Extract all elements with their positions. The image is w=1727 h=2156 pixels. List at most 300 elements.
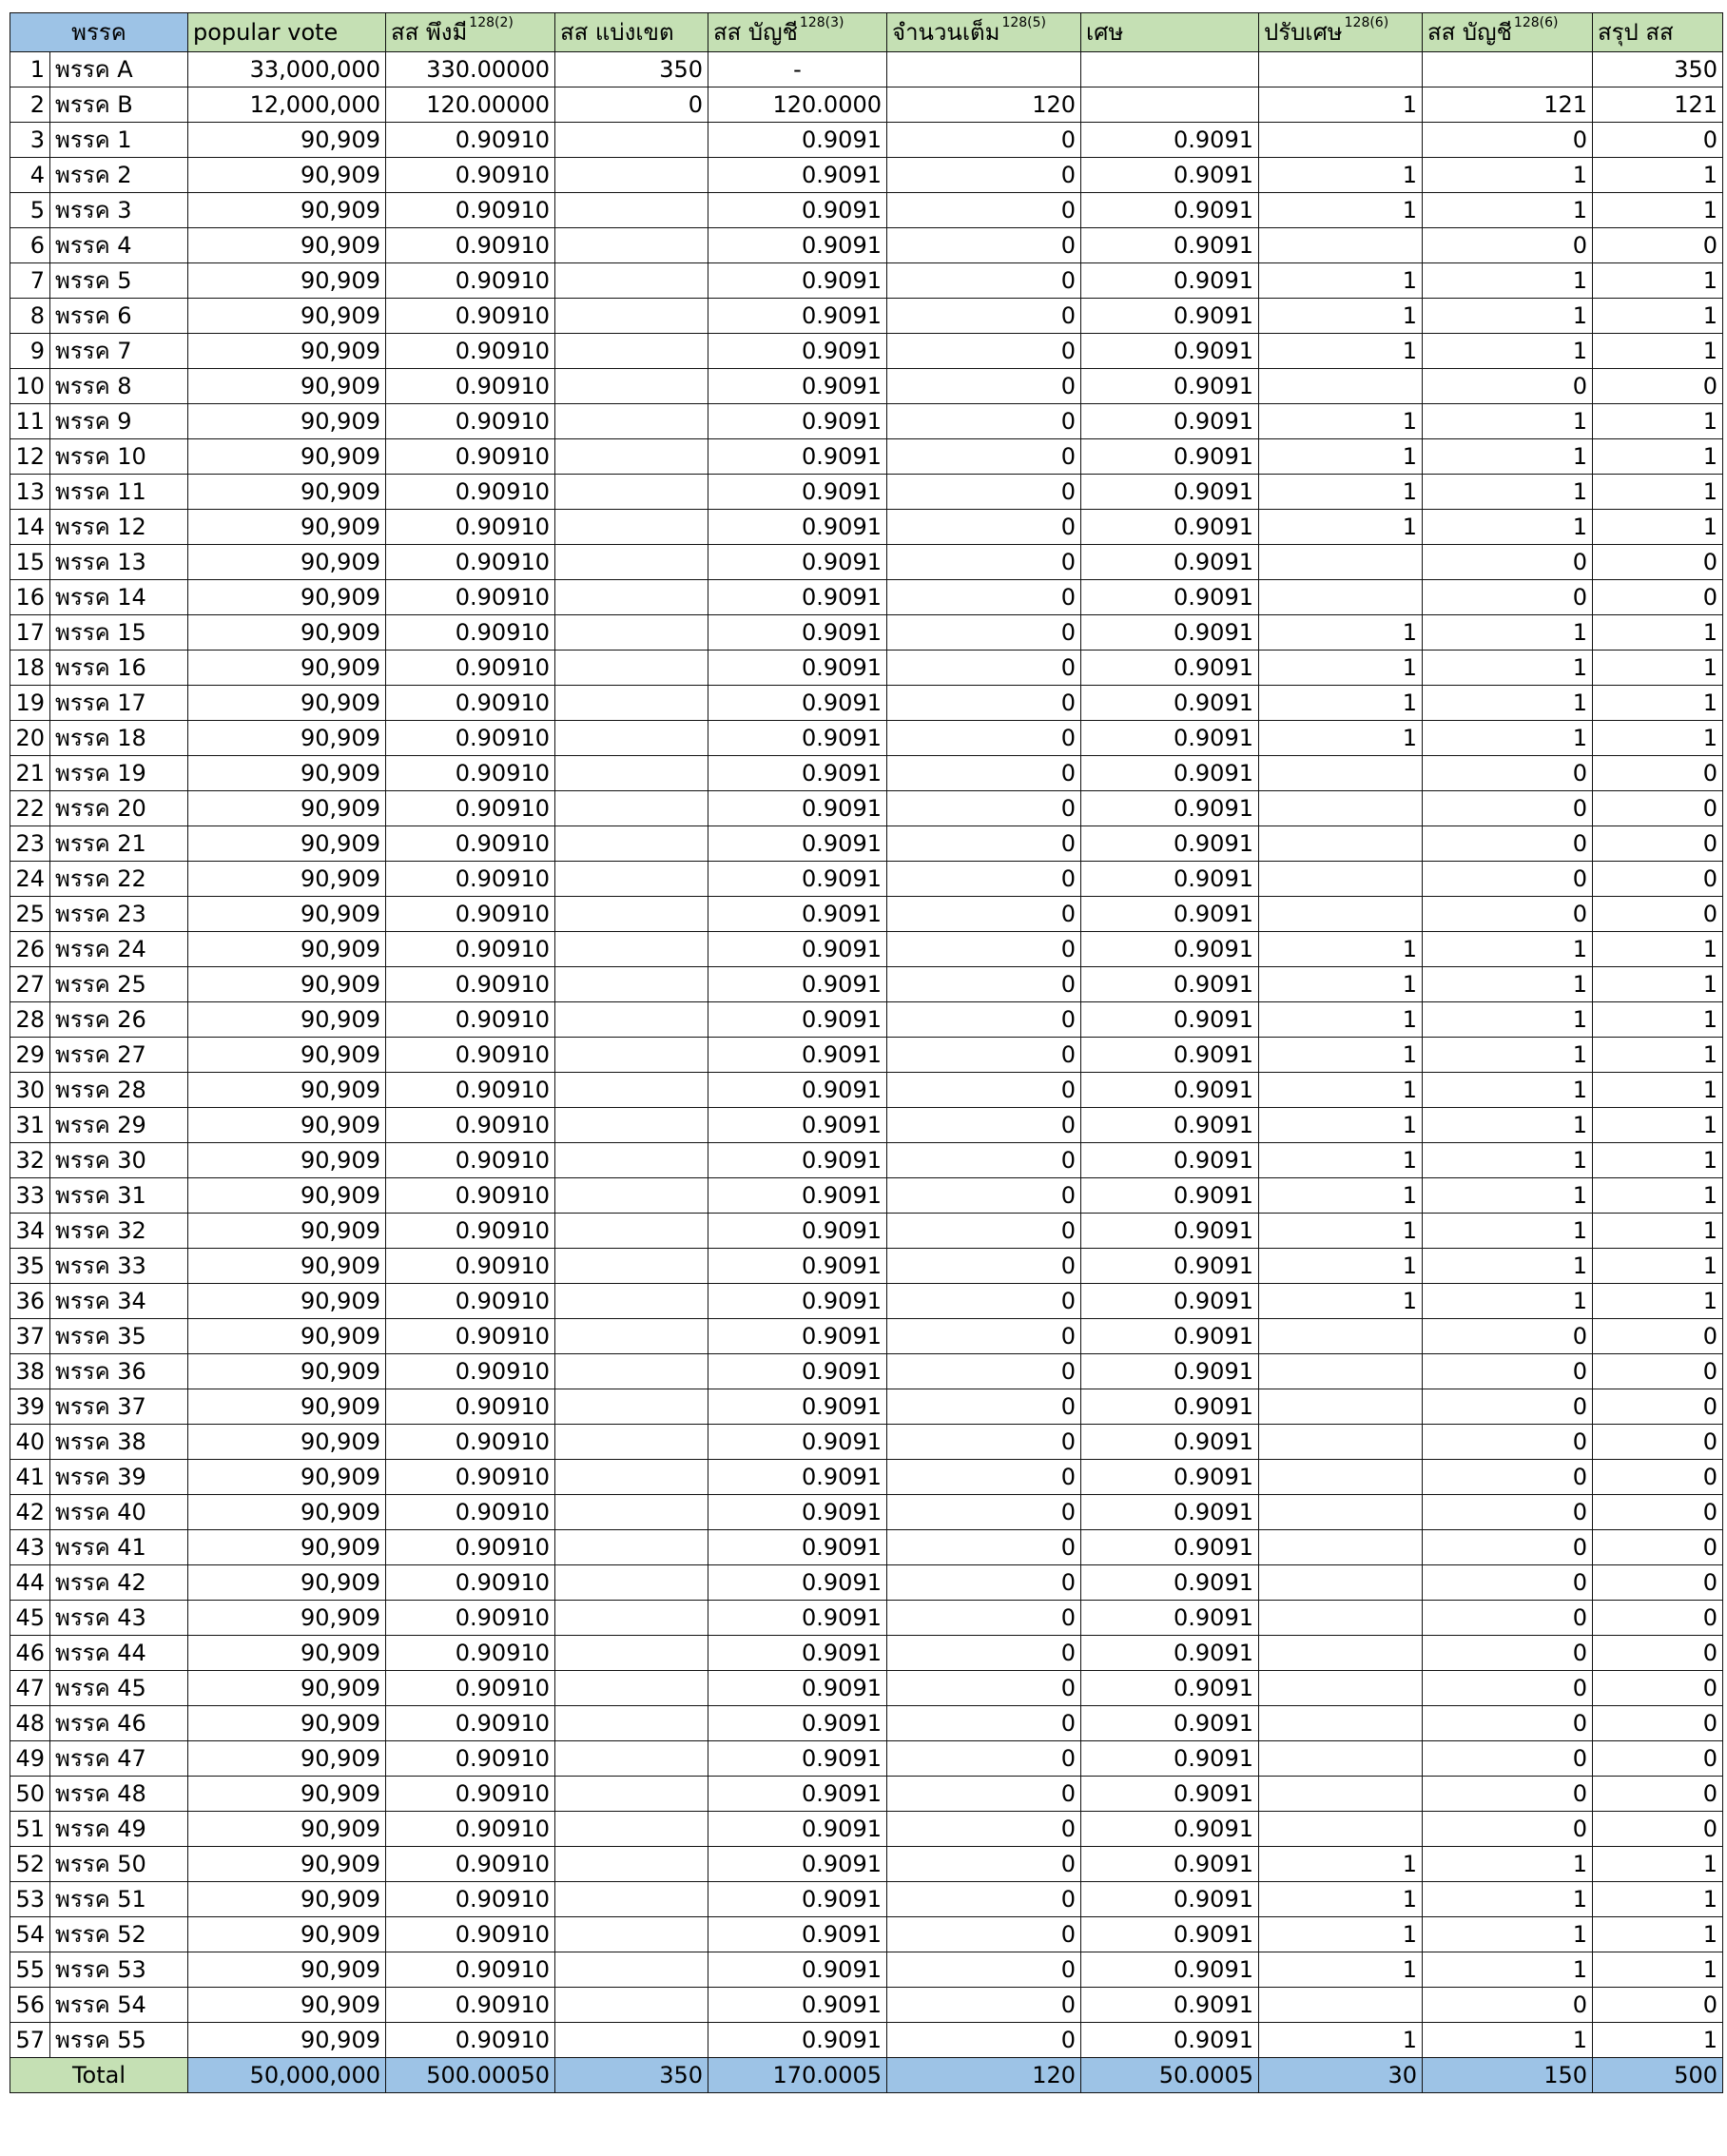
full-number-cell[interactable]: 0	[887, 1882, 1081, 1917]
adjust-remainder-cell[interactable]: 1	[1259, 510, 1423, 545]
full-number-cell[interactable]: 0	[887, 721, 1081, 756]
mp-district-cell[interactable]	[555, 193, 708, 228]
total-mp-cell[interactable]: 0	[1593, 1812, 1723, 1847]
mp-district-cell[interactable]	[555, 1988, 708, 2023]
total-mp-cell[interactable]: 350	[1593, 52, 1723, 87]
mp-list-final-cell[interactable]: 1	[1423, 1214, 1593, 1249]
mp-entitled-cell[interactable]: 0.90910	[386, 263, 555, 299]
adjust-remainder-cell[interactable]: 1	[1259, 299, 1423, 334]
party-name[interactable]: พรรค 22	[50, 862, 188, 897]
total-mp-cell[interactable]: 0	[1593, 897, 1723, 932]
mp-entitled-cell[interactable]: 0.90910	[386, 1601, 555, 1636]
adjust-remainder-cell[interactable]: 1	[1259, 686, 1423, 721]
party-name[interactable]: พรรค 7	[50, 334, 188, 369]
mp-district-cell[interactable]	[555, 1354, 708, 1389]
mp-list-cell[interactable]: 0.9091	[708, 1988, 887, 2023]
popular-vote-cell[interactable]: 90,909	[188, 510, 386, 545]
mp-district-cell[interactable]	[555, 1284, 708, 1319]
header-adjust-remainder[interactable]: ปรับเศษ $^{128(6)}$	[1259, 13, 1423, 52]
popular-vote-cell[interactable]: 90,909	[188, 1847, 386, 1882]
row-index[interactable]: 39	[10, 1389, 50, 1425]
mp-district-cell[interactable]	[555, 1038, 708, 1073]
party-name[interactable]: พรรค 28	[50, 1073, 188, 1108]
mp-list-cell[interactable]: 0.9091	[708, 1636, 887, 1671]
mp-district-cell[interactable]	[555, 1389, 708, 1425]
popular-vote-cell[interactable]: 90,909	[188, 721, 386, 756]
mp-list-final-cell[interactable]: 0	[1423, 1706, 1593, 1741]
full-number-cell[interactable]: 0	[887, 651, 1081, 686]
full-number-cell[interactable]: 0	[887, 1284, 1081, 1319]
row-index[interactable]: 16	[10, 580, 50, 615]
mp-entitled-cell[interactable]: 0.90910	[386, 299, 555, 334]
adjust-remainder-cell[interactable]: 1	[1259, 1284, 1423, 1319]
mp-entitled-cell[interactable]: 0.90910	[386, 826, 555, 862]
total-mp-cell[interactable]: 1	[1593, 263, 1723, 299]
total-mp-cell[interactable]: 1	[1593, 967, 1723, 1002]
mp-entitled-cell[interactable]: 330.00000	[386, 52, 555, 87]
party-name[interactable]: พรรค 40	[50, 1495, 188, 1530]
remainder-cell[interactable]: 0.9091	[1081, 334, 1259, 369]
mp-list-final-cell[interactable]: 0	[1423, 123, 1593, 158]
mp-entitled-cell[interactable]: 0.90910	[386, 545, 555, 580]
total-mp-cell[interactable]: 1	[1593, 932, 1723, 967]
mp-list-cell[interactable]: 0.9091	[708, 545, 887, 580]
mp-list-final-cell[interactable]: 0	[1423, 756, 1593, 791]
adjust-remainder-cell[interactable]	[1259, 1741, 1423, 1777]
total-mp-list-final[interactable]: 150	[1423, 2058, 1593, 2093]
popular-vote-cell[interactable]: 90,909	[188, 158, 386, 193]
total-mp-cell[interactable]: 0	[1593, 1601, 1723, 1636]
mp-list-final-cell[interactable]: 0	[1423, 862, 1593, 897]
row-index[interactable]: 46	[10, 1636, 50, 1671]
total-mp-cell[interactable]: 1	[1593, 510, 1723, 545]
popular-vote-cell[interactable]: 90,909	[188, 1671, 386, 1706]
party-name[interactable]: พรรค 20	[50, 791, 188, 826]
full-number-cell[interactable]: 0	[887, 193, 1081, 228]
adjust-remainder-cell[interactable]	[1259, 1425, 1423, 1460]
popular-vote-cell[interactable]: 90,909	[188, 1601, 386, 1636]
adjust-remainder-cell[interactable]	[1259, 1777, 1423, 1812]
mp-list-cell[interactable]: -	[708, 52, 887, 87]
total-mp-cell[interactable]: 1	[1593, 1882, 1723, 1917]
full-number-cell[interactable]: 0	[887, 1601, 1081, 1636]
popular-vote-cell[interactable]: 90,909	[188, 1812, 386, 1847]
mp-list-final-cell[interactable]: 1	[1423, 721, 1593, 756]
full-number-cell[interactable]: 0	[887, 510, 1081, 545]
adjust-remainder-cell[interactable]: 1	[1259, 615, 1423, 651]
mp-district-cell[interactable]	[555, 1425, 708, 1460]
mp-list-final-cell[interactable]: 1	[1423, 1178, 1593, 1214]
mp-district-cell[interactable]	[555, 1214, 708, 1249]
row-index[interactable]: 42	[10, 1495, 50, 1530]
popular-vote-cell[interactable]: 90,909	[188, 651, 386, 686]
remainder-cell[interactable]: 0.9091	[1081, 1917, 1259, 1952]
remainder-cell[interactable]: 0.9091	[1081, 967, 1259, 1002]
row-index[interactable]: 18	[10, 651, 50, 686]
row-index[interactable]: 8	[10, 299, 50, 334]
total-mp-cell[interactable]: 0	[1593, 1565, 1723, 1601]
mp-list-cell[interactable]: 0.9091	[708, 791, 887, 826]
total-mp-cell[interactable]: 1	[1593, 193, 1723, 228]
adjust-remainder-cell[interactable]	[1259, 897, 1423, 932]
mp-list-cell[interactable]: 0.9091	[708, 1460, 887, 1495]
adjust-remainder-cell[interactable]: 1	[1259, 263, 1423, 299]
total-total-mp[interactable]: 500	[1593, 2058, 1723, 2093]
header-mp-district[interactable]: สส แบ่งเขต	[555, 13, 708, 52]
adjust-remainder-cell[interactable]: 1	[1259, 1108, 1423, 1143]
mp-list-final-cell[interactable]: 1	[1423, 1847, 1593, 1882]
party-name[interactable]: พรรค 48	[50, 1777, 188, 1812]
row-index[interactable]: 43	[10, 1530, 50, 1565]
mp-district-cell[interactable]	[555, 1108, 708, 1143]
mp-entitled-cell[interactable]: 0.90910	[386, 1002, 555, 1038]
mp-entitled-cell[interactable]: 0.90910	[386, 1882, 555, 1917]
party-name[interactable]: พรรค 54	[50, 1988, 188, 2023]
popular-vote-cell[interactable]: 90,909	[188, 1530, 386, 1565]
full-number-cell[interactable]: 0	[887, 686, 1081, 721]
full-number-cell[interactable]: 0	[887, 1249, 1081, 1284]
adjust-remainder-cell[interactable]: 1	[1259, 651, 1423, 686]
full-number-cell[interactable]: 0	[887, 1777, 1081, 1812]
adjust-remainder-cell[interactable]: 1	[1259, 1882, 1423, 1917]
total-mp-cell[interactable]: 1	[1593, 1073, 1723, 1108]
mp-list-cell[interactable]: 0.9091	[708, 299, 887, 334]
party-name[interactable]: พรรค 1	[50, 123, 188, 158]
party-name[interactable]: พรรค 16	[50, 651, 188, 686]
mp-entitled-cell[interactable]: 0.90910	[386, 193, 555, 228]
row-index[interactable]: 34	[10, 1214, 50, 1249]
party-name[interactable]: พรรค 6	[50, 299, 188, 334]
header-mp-list[interactable]: สส บัญชี $^{128(3)}$	[708, 13, 887, 52]
full-number-cell[interactable]: 0	[887, 123, 1081, 158]
mp-list-cell[interactable]: 0.9091	[708, 510, 887, 545]
row-index[interactable]: 11	[10, 404, 50, 439]
total-mp-cell[interactable]: 0	[1593, 1495, 1723, 1530]
mp-list-final-cell[interactable]: 0	[1423, 1530, 1593, 1565]
mp-list-final-cell[interactable]: 121	[1423, 87, 1593, 123]
popular-vote-cell[interactable]: 90,909	[188, 404, 386, 439]
mp-list-final-cell[interactable]: 1	[1423, 1108, 1593, 1143]
mp-district-cell[interactable]	[555, 1073, 708, 1108]
header-mp-entitled[interactable]: สส พึงมี $^{128(2)}$	[386, 13, 555, 52]
mp-district-cell[interactable]	[555, 615, 708, 651]
row-index[interactable]: 22	[10, 791, 50, 826]
party-name[interactable]: พรรค 32	[50, 1214, 188, 1249]
party-name[interactable]: พรรค 4	[50, 228, 188, 263]
mp-district-cell[interactable]	[555, 791, 708, 826]
mp-list-cell[interactable]: 0.9091	[708, 932, 887, 967]
mp-list-final-cell[interactable]: 0	[1423, 369, 1593, 404]
party-name[interactable]: พรรค 38	[50, 1425, 188, 1460]
row-index[interactable]: 57	[10, 2023, 50, 2058]
mp-list-final-cell[interactable]: 0	[1423, 1636, 1593, 1671]
total-mp-cell[interactable]: 1	[1593, 1038, 1723, 1073]
party-name[interactable]: พรรค 31	[50, 1178, 188, 1214]
remainder-cell[interactable]: 0.9091	[1081, 228, 1259, 263]
mp-district-cell[interactable]	[555, 651, 708, 686]
adjust-remainder-cell[interactable]: 1	[1259, 721, 1423, 756]
remainder-cell[interactable]: 0.9091	[1081, 1706, 1259, 1741]
party-name[interactable]: พรรค 33	[50, 1249, 188, 1284]
total-mp-cell[interactable]: 1	[1593, 158, 1723, 193]
mp-list-final-cell[interactable]: 0	[1423, 1354, 1593, 1389]
total-mp-cell[interactable]: 1	[1593, 1002, 1723, 1038]
header-party[interactable]: พรรค	[10, 13, 188, 52]
total-mp-cell[interactable]: 0	[1593, 1319, 1723, 1354]
total-mp-cell[interactable]: 0	[1593, 1354, 1723, 1389]
header-popular-vote[interactable]: popular vote	[188, 13, 386, 52]
party-name[interactable]: พรรค 8	[50, 369, 188, 404]
mp-list-cell[interactable]: 0.9091	[708, 1389, 887, 1425]
mp-list-cell[interactable]: 0.9091	[708, 123, 887, 158]
mp-entitled-cell[interactable]: 0.90910	[386, 897, 555, 932]
mp-list-final-cell[interactable]: 1	[1423, 686, 1593, 721]
adjust-remainder-cell[interactable]	[1259, 1460, 1423, 1495]
total-full-number[interactable]: 120	[887, 2058, 1081, 2093]
remainder-cell[interactable]: 0.9091	[1081, 1847, 1259, 1882]
mp-district-cell[interactable]	[555, 1601, 708, 1636]
mp-district-cell[interactable]	[555, 1530, 708, 1565]
party-name[interactable]: พรรค 52	[50, 1917, 188, 1952]
row-index[interactable]: 2	[10, 87, 50, 123]
total-mp-cell[interactable]: 0	[1593, 791, 1723, 826]
mp-list-final-cell[interactable]: 0	[1423, 1565, 1593, 1601]
mp-list-final-cell[interactable]: 1	[1423, 1952, 1593, 1988]
adjust-remainder-cell[interactable]: 1	[1259, 1214, 1423, 1249]
row-index[interactable]: 38	[10, 1354, 50, 1389]
total-mp-cell[interactable]: 1	[1593, 439, 1723, 475]
mp-district-cell[interactable]	[555, 1917, 708, 1952]
party-name[interactable]: พรรค 51	[50, 1882, 188, 1917]
full-number-cell[interactable]: 0	[887, 1460, 1081, 1495]
total-mp-cell[interactable]: 1	[1593, 721, 1723, 756]
remainder-cell[interactable]: 0.9091	[1081, 1249, 1259, 1284]
total-mp-list[interactable]: 170.0005	[708, 2058, 887, 2093]
adjust-remainder-cell[interactable]	[1259, 369, 1423, 404]
remainder-cell[interactable]: 0.9091	[1081, 1741, 1259, 1777]
mp-list-final-cell[interactable]: 0	[1423, 1812, 1593, 1847]
mp-entitled-cell[interactable]: 0.90910	[386, 1319, 555, 1354]
total-mp-cell[interactable]: 0	[1593, 1777, 1723, 1812]
mp-list-final-cell[interactable]: 1	[1423, 334, 1593, 369]
party-name[interactable]: พรรค 24	[50, 932, 188, 967]
adjust-remainder-cell[interactable]	[1259, 1601, 1423, 1636]
header-total-mp[interactable]: สรุป สส	[1593, 13, 1723, 52]
full-number-cell[interactable]: 0	[887, 334, 1081, 369]
party-name[interactable]: พรรค 3	[50, 193, 188, 228]
full-number-cell[interactable]: 0	[887, 756, 1081, 791]
full-number-cell[interactable]: 0	[887, 475, 1081, 510]
popular-vote-cell[interactable]: 90,909	[188, 1284, 386, 1319]
remainder-cell[interactable]: 0.9091	[1081, 1565, 1259, 1601]
mp-list-final-cell[interactable]: 0	[1423, 580, 1593, 615]
mp-district-cell[interactable]	[555, 369, 708, 404]
total-mp-cell[interactable]: 1	[1593, 1284, 1723, 1319]
mp-list-cell[interactable]: 0.9091	[708, 1178, 887, 1214]
mp-list-cell[interactable]: 0.9091	[708, 756, 887, 791]
adjust-remainder-cell[interactable]	[1259, 123, 1423, 158]
total-mp-cell[interactable]: 1	[1593, 615, 1723, 651]
mp-list-final-cell[interactable]: 0	[1423, 1601, 1593, 1636]
popular-vote-cell[interactable]: 90,909	[188, 1636, 386, 1671]
mp-district-cell[interactable]	[555, 263, 708, 299]
popular-vote-cell[interactable]: 90,909	[188, 826, 386, 862]
party-name[interactable]: พรรค 34	[50, 1284, 188, 1319]
total-mp-cell[interactable]: 0	[1593, 1988, 1723, 2023]
mp-list-final-cell[interactable]: 1	[1423, 158, 1593, 193]
mp-list-cell[interactable]: 0.9091	[708, 1847, 887, 1882]
remainder-cell[interactable]: 0.9091	[1081, 545, 1259, 580]
mp-list-final-cell[interactable]: 1	[1423, 193, 1593, 228]
total-mp-cell[interactable]: 1	[1593, 1917, 1723, 1952]
mp-list-cell[interactable]: 0.9091	[708, 228, 887, 263]
mp-district-cell[interactable]	[555, 1002, 708, 1038]
total-mp-district[interactable]: 350	[555, 2058, 708, 2093]
full-number-cell[interactable]: 0	[887, 404, 1081, 439]
row-index[interactable]: 36	[10, 1284, 50, 1319]
party-name[interactable]: พรรค 42	[50, 1565, 188, 1601]
adjust-remainder-cell[interactable]	[1259, 1812, 1423, 1847]
remainder-cell[interactable]: 0.9091	[1081, 826, 1259, 862]
popular-vote-cell[interactable]: 90,909	[188, 1952, 386, 1988]
popular-vote-cell[interactable]: 90,909	[188, 1389, 386, 1425]
mp-list-cell[interactable]: 0.9091	[708, 721, 887, 756]
mp-entitled-cell[interactable]: 0.90910	[386, 862, 555, 897]
party-name[interactable]: พรรค A	[50, 52, 188, 87]
party-name[interactable]: พรรค 36	[50, 1354, 188, 1389]
row-index[interactable]: 3	[10, 123, 50, 158]
row-index[interactable]: 56	[10, 1988, 50, 2023]
popular-vote-cell[interactable]: 90,909	[188, 1917, 386, 1952]
row-index[interactable]: 25	[10, 897, 50, 932]
remainder-cell[interactable]: 0.9091	[1081, 686, 1259, 721]
total-mp-cell[interactable]: 0	[1593, 1636, 1723, 1671]
total-mp-cell[interactable]: 1	[1593, 2023, 1723, 2058]
adjust-remainder-cell[interactable]: 1	[1259, 1073, 1423, 1108]
adjust-remainder-cell[interactable]	[1259, 1530, 1423, 1565]
popular-vote-cell[interactable]: 90,909	[188, 1143, 386, 1178]
party-name[interactable]: พรรค 30	[50, 1143, 188, 1178]
row-index[interactable]: 20	[10, 721, 50, 756]
row-index[interactable]: 40	[10, 1425, 50, 1460]
mp-district-cell[interactable]	[555, 1249, 708, 1284]
party-name[interactable]: พรรค 17	[50, 686, 188, 721]
popular-vote-cell[interactable]: 90,909	[188, 862, 386, 897]
row-index[interactable]: 48	[10, 1706, 50, 1741]
full-number-cell[interactable]	[887, 52, 1081, 87]
adjust-remainder-cell[interactable]	[1259, 791, 1423, 826]
total-mp-cell[interactable]: 0	[1593, 862, 1723, 897]
mp-district-cell[interactable]	[555, 897, 708, 932]
remainder-cell[interactable]: 0.9091	[1081, 756, 1259, 791]
mp-list-final-cell[interactable]: 1	[1423, 439, 1593, 475]
full-number-cell[interactable]: 0	[887, 299, 1081, 334]
adjust-remainder-cell[interactable]	[1259, 1354, 1423, 1389]
mp-district-cell[interactable]	[555, 439, 708, 475]
full-number-cell[interactable]: 0	[887, 791, 1081, 826]
full-number-cell[interactable]: 0	[887, 263, 1081, 299]
mp-entitled-cell[interactable]: 0.90910	[386, 1460, 555, 1495]
mp-district-cell[interactable]	[555, 1741, 708, 1777]
remainder-cell[interactable]: 0.9091	[1081, 721, 1259, 756]
full-number-cell[interactable]: 0	[887, 897, 1081, 932]
total-mp-cell[interactable]: 0	[1593, 826, 1723, 862]
mp-entitled-cell[interactable]: 0.90910	[386, 580, 555, 615]
mp-entitled-cell[interactable]: 0.90910	[386, 1671, 555, 1706]
full-number-cell[interactable]: 0	[887, 1495, 1081, 1530]
mp-list-cell[interactable]: 0.9091	[708, 686, 887, 721]
remainder-cell[interactable]: 0.9091	[1081, 1530, 1259, 1565]
popular-vote-cell[interactable]: 90,909	[188, 686, 386, 721]
party-name[interactable]: พรรค 43	[50, 1601, 188, 1636]
total-popular-vote[interactable]: 50,000,000	[188, 2058, 386, 2093]
total-mp-cell[interactable]: 0	[1593, 1741, 1723, 1777]
mp-list-cell[interactable]: 0.9091	[708, 404, 887, 439]
mp-district-cell[interactable]	[555, 967, 708, 1002]
popular-vote-cell[interactable]: 90,909	[188, 299, 386, 334]
total-mp-cell[interactable]: 1	[1593, 1249, 1723, 1284]
full-number-cell[interactable]: 0	[887, 1952, 1081, 1988]
full-number-cell[interactable]: 0	[887, 1002, 1081, 1038]
mp-entitled-cell[interactable]: 0.90910	[386, 510, 555, 545]
remainder-cell[interactable]: 0.9091	[1081, 1882, 1259, 1917]
remainder-cell[interactable]: 0.9091	[1081, 299, 1259, 334]
header-remainder[interactable]: เศษ	[1081, 13, 1259, 52]
mp-district-cell[interactable]	[555, 158, 708, 193]
party-name[interactable]: พรรค 13	[50, 545, 188, 580]
mp-list-cell[interactable]: 0.9091	[708, 1143, 887, 1178]
mp-list-final-cell[interactable]: 0	[1423, 791, 1593, 826]
party-name[interactable]: พรรค 35	[50, 1319, 188, 1354]
remainder-cell[interactable]: 0.9091	[1081, 510, 1259, 545]
mp-list-final-cell[interactable]: 0	[1423, 1671, 1593, 1706]
full-number-cell[interactable]: 120	[887, 87, 1081, 123]
mp-entitled-cell[interactable]: 0.90910	[386, 1425, 555, 1460]
mp-list-final-cell[interactable]: 0	[1423, 545, 1593, 580]
adjust-remainder-cell[interactable]	[1259, 1636, 1423, 1671]
row-index[interactable]: 6	[10, 228, 50, 263]
total-mp-cell[interactable]: 1	[1593, 475, 1723, 510]
mp-list-cell[interactable]: 0.9091	[708, 1354, 887, 1389]
total-mp-cell[interactable]: 1	[1593, 1952, 1723, 1988]
total-mp-cell[interactable]: 1	[1593, 1143, 1723, 1178]
mp-list-cell[interactable]: 0.9091	[708, 826, 887, 862]
full-number-cell[interactable]: 0	[887, 1214, 1081, 1249]
mp-entitled-cell[interactable]: 0.90910	[386, 651, 555, 686]
row-index[interactable]: 30	[10, 1073, 50, 1108]
mp-district-cell[interactable]	[555, 1565, 708, 1601]
mp-list-final-cell[interactable]: 1	[1423, 299, 1593, 334]
row-index[interactable]: 35	[10, 1249, 50, 1284]
party-name[interactable]: พรรค 27	[50, 1038, 188, 1073]
mp-list-cell[interactable]: 0.9091	[708, 1741, 887, 1777]
full-number-cell[interactable]: 0	[887, 932, 1081, 967]
mp-district-cell[interactable]	[555, 1319, 708, 1354]
mp-district-cell[interactable]	[555, 1178, 708, 1214]
popular-vote-cell[interactable]: 90,909	[188, 439, 386, 475]
mp-entitled-cell[interactable]: 0.90910	[386, 791, 555, 826]
mp-district-cell[interactable]	[555, 932, 708, 967]
adjust-remainder-cell[interactable]	[1259, 52, 1423, 87]
full-number-cell[interactable]: 0	[887, 1143, 1081, 1178]
party-name[interactable]: พรรค 39	[50, 1460, 188, 1495]
adjust-remainder-cell[interactable]: 1	[1259, 1917, 1423, 1952]
mp-entitled-cell[interactable]: 0.90910	[386, 1249, 555, 1284]
mp-list-final-cell[interactable]: 1	[1423, 1002, 1593, 1038]
mp-entitled-cell[interactable]: 0.90910	[386, 1741, 555, 1777]
total-mp-cell[interactable]: 0	[1593, 228, 1723, 263]
adjust-remainder-cell[interactable]: 1	[1259, 334, 1423, 369]
